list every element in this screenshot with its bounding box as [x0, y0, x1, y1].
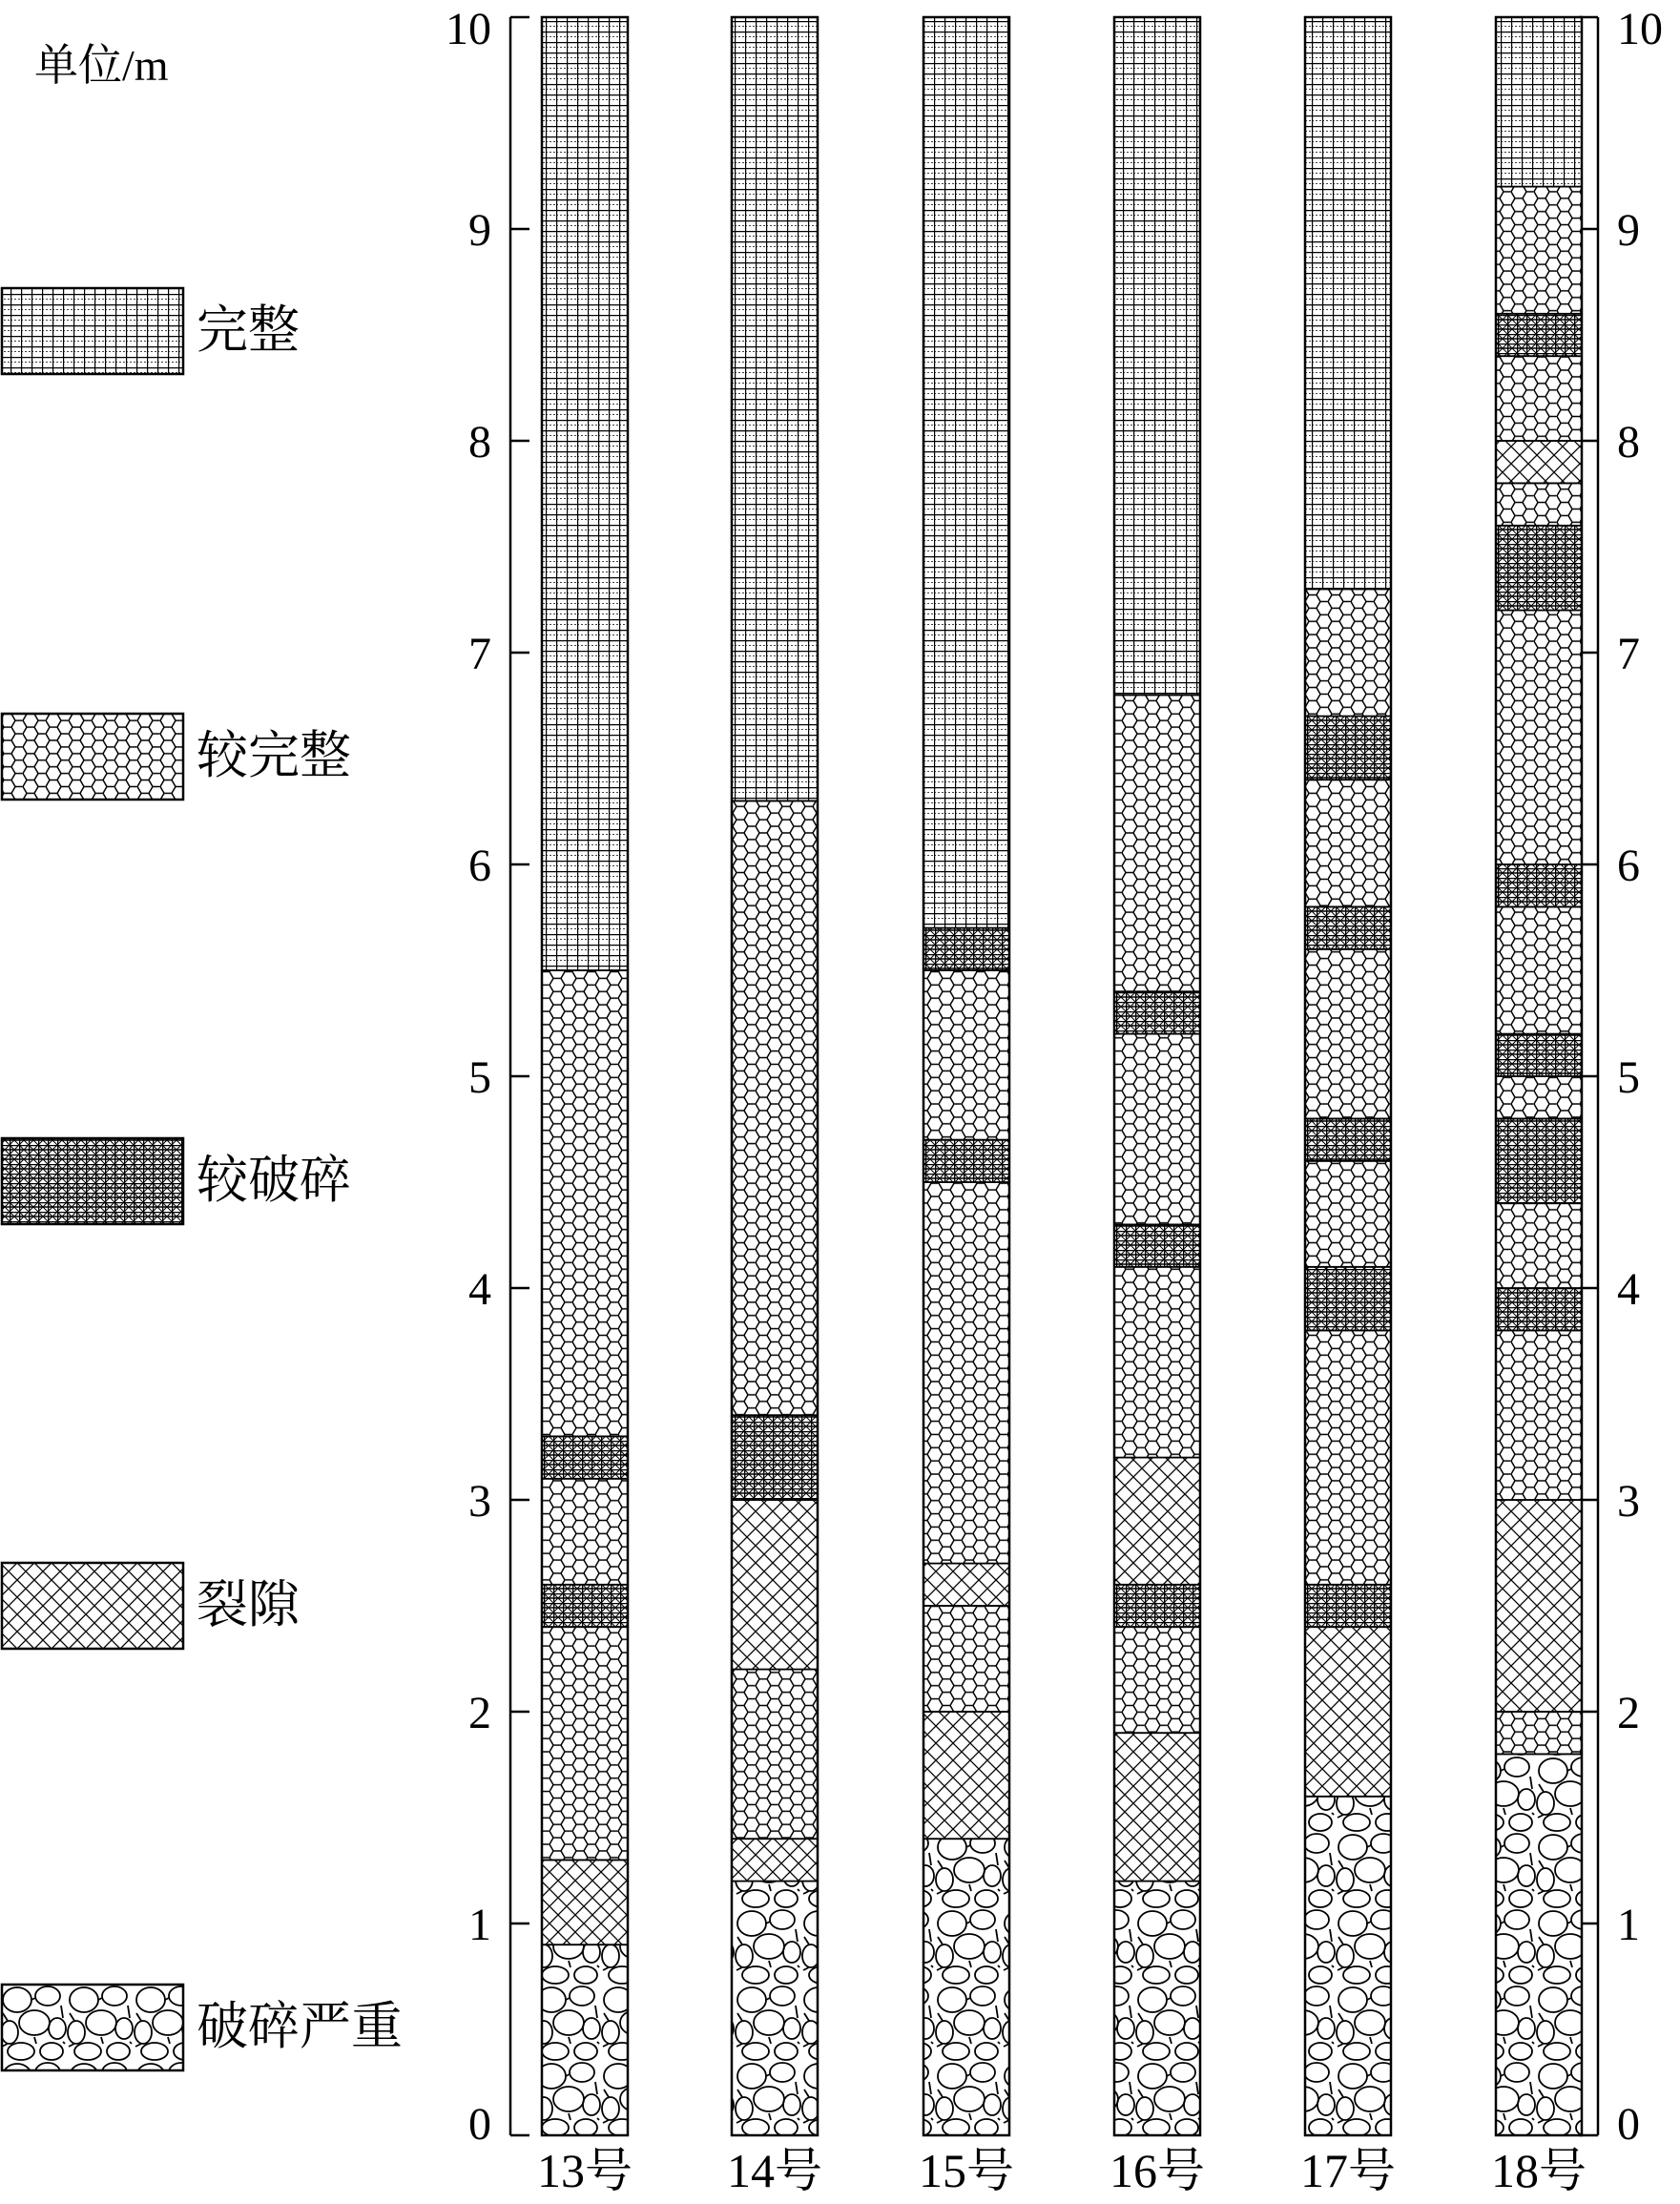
layer-fairly-intact: [1496, 356, 1582, 441]
borehole-label: 18号: [1491, 2144, 1587, 2197]
axis-tick-label: 6: [1617, 841, 1640, 891]
legend-item-severely-broken: [2, 1985, 403, 2070]
axis-tick-label: 0: [468, 2099, 491, 2150]
layer-fairly-intact: [1114, 1034, 1200, 1225]
axis-tick-label: 9: [468, 205, 491, 256]
legend-label-fairly-intact: 较完整: [197, 727, 351, 784]
layer-fairly-intact: [1496, 1330, 1582, 1500]
axis-tick-label: 3: [468, 1476, 491, 1527]
layer-fairly-broken: [1114, 1585, 1200, 1627]
layer-fairly-intact: [1305, 589, 1391, 716]
layer-fractured: [1114, 1733, 1200, 1881]
layer-severely-broken: [1114, 1882, 1200, 2135]
layer-fairly-intact: [1496, 483, 1582, 525]
legend-item-fairly-intact: [2, 714, 351, 800]
borehole-label: 15号: [919, 2144, 1014, 2197]
layer-fairly-broken: [732, 1415, 818, 1500]
legend-item-intact: [2, 288, 300, 374]
layer-fractured: [1496, 441, 1582, 483]
layer-fairly-intact: [923, 970, 1009, 1140]
layer-fairly-broken: [923, 928, 1009, 970]
layer-fairly-broken: [1305, 1267, 1391, 1331]
axis-tick-label: 1: [468, 1900, 491, 1950]
borehole-18: [1491, 17, 1587, 2197]
layer-fairly-intact: [1114, 1627, 1200, 1733]
legend-swatch-severely-broken: [2, 1985, 183, 2070]
axis-tick-label: 4: [468, 1264, 491, 1315]
layer-severely-broken: [923, 1839, 1009, 2135]
layer-fairly-broken: [542, 1585, 628, 1627]
legend-swatch-fairly-intact: [2, 714, 183, 800]
layer-fairly-intact: [542, 1479, 628, 1585]
layer-fairly-intact: [1305, 780, 1391, 906]
layer-fairly-broken: [1114, 991, 1200, 1033]
borehole-label: 17号: [1300, 2144, 1396, 2197]
layer-fractured: [1114, 1458, 1200, 1585]
layer-fractured: [542, 1860, 628, 1944]
legend-label-intact: 完整: [197, 301, 300, 359]
legend-item-fractured: [2, 1563, 301, 1649]
axis-tick-label: 7: [468, 629, 491, 679]
borehole-13: [537, 17, 633, 2197]
borehole-14: [727, 17, 822, 2197]
borehole-16: [1110, 17, 1205, 2197]
axis-tick-label: 7: [1617, 629, 1640, 679]
legend-swatch-fractured: [2, 1563, 183, 1649]
axis-tick-label: 4: [1617, 1264, 1640, 1315]
layer-fairly-broken: [1305, 1118, 1391, 1160]
legend-label-fractured: 裂隙: [197, 1576, 300, 1633]
axis-tick-label: 5: [1617, 1052, 1640, 1103]
layer-fairly-broken: [542, 1436, 628, 1478]
axis-tick-label: 9: [1617, 205, 1640, 256]
layer-fairly-intact: [542, 1627, 628, 1860]
layer-fractured: [923, 1712, 1009, 1839]
borehole-label: 16号: [1110, 2144, 1205, 2197]
axis-tick-label: 10: [446, 4, 491, 54]
legend-swatch-intact: [2, 288, 183, 374]
borehole-17: [1300, 17, 1396, 2197]
layer-fairly-broken: [1305, 1585, 1391, 1627]
layer-intact: [1496, 17, 1582, 187]
layer-intact: [923, 17, 1009, 928]
layer-severely-broken: [1305, 1797, 1391, 2135]
layer-fairly-intact: [1496, 611, 1582, 864]
layer-fairly-intact: [1496, 1203, 1582, 1288]
borehole-columns: [537, 17, 1587, 2197]
legend-swatch-fairly-broken: [2, 1138, 183, 1224]
borehole-label: 13号: [537, 2144, 633, 2197]
legend-label-severely-broken: 破碎严重: [197, 1998, 403, 2055]
layer-fractured: [923, 1564, 1009, 1606]
layer-fairly-broken: [1305, 906, 1391, 948]
axis-tick-label: 3: [1617, 1476, 1640, 1527]
layer-fairly-broken: [1496, 864, 1582, 906]
layer-fairly-intact: [732, 801, 818, 1415]
layer-intact: [542, 17, 628, 970]
borehole-15: [919, 17, 1014, 2197]
axis-tick-label: 6: [468, 841, 491, 891]
depth-axis-right: [1579, 4, 1663, 2150]
layer-fractured: [732, 1839, 818, 1881]
legend-label-fairly-broken: 较破碎: [197, 1152, 351, 1209]
axis-tick-label: 8: [468, 417, 491, 468]
unit-label: 单位/m: [34, 41, 169, 90]
layer-fractured: [1305, 1627, 1391, 1797]
layer-fairly-intact: [923, 1606, 1009, 1712]
layer-fairly-broken: [1114, 1224, 1200, 1266]
layer-fairly-broken: [1305, 717, 1391, 780]
layer-fairly-broken: [1496, 1118, 1582, 1203]
layer-fairly-intact: [1305, 949, 1391, 1119]
layer-severely-broken: [1496, 1754, 1582, 2135]
axis-tick-label: 2: [468, 1688, 491, 1738]
legend: [2, 288, 403, 2070]
axis-tick-label: 2: [1617, 1688, 1640, 1738]
layer-fairly-intact: [542, 970, 628, 1436]
axis-tick-label: 0: [1617, 2099, 1640, 2150]
layer-intact: [1114, 17, 1200, 695]
layer-fairly-intact: [1305, 1330, 1391, 1584]
layer-fairly-broken: [1496, 526, 1582, 611]
legend-item-fairly-broken: [2, 1138, 351, 1224]
depth-axis-left: [446, 4, 529, 2150]
layer-fairly-intact: [732, 1670, 818, 1840]
layer-fractured: [1496, 1500, 1582, 1712]
layer-intact: [1305, 17, 1391, 589]
layer-fairly-broken: [1496, 1034, 1582, 1076]
layer-fairly-intact: [1496, 906, 1582, 1033]
axis-tick-label: 8: [1617, 417, 1640, 468]
layer-fractured: [732, 1500, 818, 1670]
layer-fairly-intact: [1496, 1076, 1582, 1118]
layer-fairly-intact: [1496, 187, 1582, 314]
layer-fairly-intact: [1114, 1267, 1200, 1458]
layer-fairly-intact: [1114, 695, 1200, 991]
layer-fairly-broken: [923, 1140, 1009, 1182]
layer-fairly-intact: [1305, 1161, 1391, 1267]
layer-fairly-intact: [1496, 1712, 1582, 1754]
layer-intact: [732, 17, 818, 801]
layer-severely-broken: [542, 1944, 628, 2135]
layer-fairly-broken: [1496, 314, 1582, 356]
layer-fairly-broken: [1496, 1288, 1582, 1330]
axis-tick-label: 10: [1617, 4, 1663, 54]
axis-tick-label: 1: [1617, 1900, 1640, 1950]
layer-severely-broken: [732, 1882, 818, 2135]
layer-fairly-intact: [923, 1182, 1009, 1564]
borehole-label: 14号: [727, 2144, 822, 2197]
axis-tick-label: 5: [468, 1052, 491, 1103]
